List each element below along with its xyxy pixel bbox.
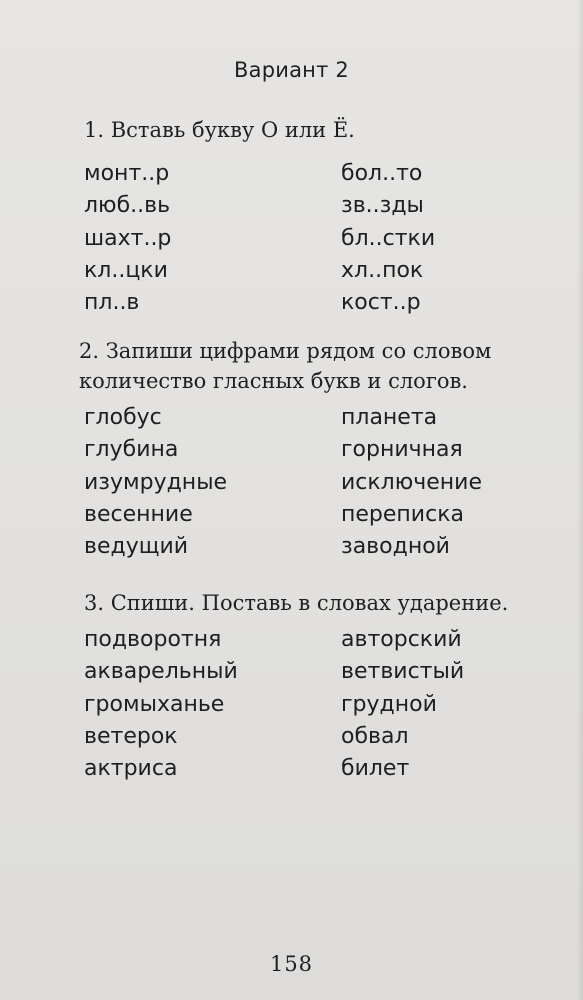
list-item: актриса [84,756,178,782]
list-item: горничная [341,437,463,463]
task2-heading-line1: 2. Запиши цифрами рядом со словом [79,339,492,363]
list-item: люб..вь [84,193,171,219]
list-item: кост..р [341,290,421,316]
list-item: изумрудные [84,469,228,495]
page-title: Вариант 2 [234,58,349,82]
list-item: глубина [84,437,179,463]
list-item: обвал [341,723,409,749]
list-item: зв..зды [341,193,424,219]
list-item: акварельный [84,659,238,685]
list-item: монт..р [84,161,170,186]
task3-heading: 3. Спиши. Поставь в словах ударение. [84,591,509,615]
task3-left-list [84,624,238,785]
task2-heading-line2: количество гласных букв и слогов. [79,369,468,393]
list-item: весенние [84,501,193,527]
list-item: громыханье [84,691,225,717]
task3-right-list [341,624,464,785]
list-item: планета [341,405,438,430]
task2-right-list [341,402,482,563]
page-number: 158 [269,952,314,976]
list-item: заводной [341,534,450,560]
task1-left-list [84,158,171,319]
task1-heading: 1. Вставь букву О или Ё. [84,118,355,142]
list-item: ведущий [84,534,189,560]
list-item: хл..пок [341,257,424,283]
list-item: грудной [341,691,437,717]
list-item: переписка [341,501,464,527]
task2-heading [79,336,559,396]
list-item: бол..то [341,161,423,186]
page-edge-shadow [577,0,583,1000]
list-item: ветерок [84,723,178,749]
list-item: кл..цки [84,257,168,283]
list-item: билет [341,756,410,782]
task1-right-list [341,158,435,319]
list-item: ветвистый [341,659,465,685]
list-item: исключение [341,469,483,495]
list-item: глобус [84,405,162,430]
list-item: бл..стки [341,225,436,251]
list-item: шахт..р [84,225,172,251]
task2-left-list [84,402,227,563]
list-item: пл..в [84,290,140,316]
list-item: подворотня [84,627,222,652]
list-item: авторский [341,627,462,652]
